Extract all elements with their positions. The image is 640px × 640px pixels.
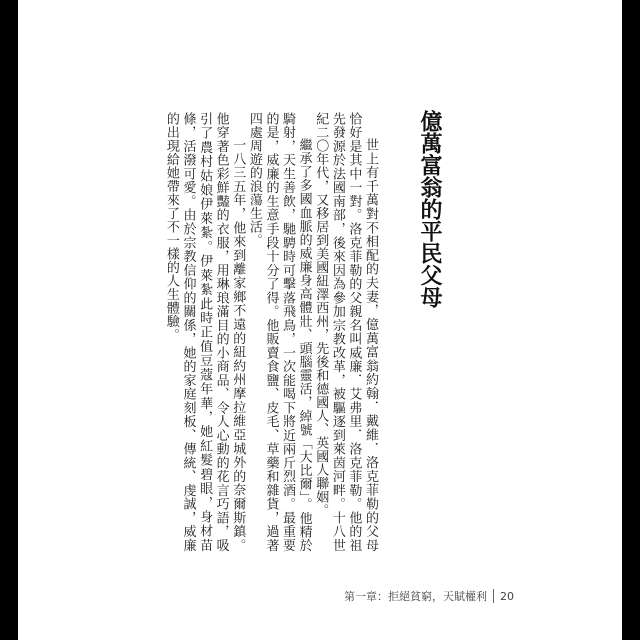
running-header-chapter: 第一章：拒絕貧窮，天賦權利 (344, 590, 487, 603)
chapter-section-title: 億萬富翁的平民父母 (417, 110, 442, 308)
page-footer (344, 588, 514, 604)
paragraph: 一八三五年，他來到離家鄉不遠的紐約州摩拉維亞城外的奈爾斯鎮。他穿著色彩鮮豔的衣服，用琳琅滿目的小商品、令人心動的花言巧語，吸引了農村姑娘伊萊紮。伊萊紮此時正值豆蔻年華，她紅髮碧眼，身材苗條，活潑可愛。由於宗教信仰的關係，她的家庭刻板、傳統、虔誠，威廉的出現給她帶來了不一樣的人生體驗。 (163, 112, 246, 552)
book-page (18, 0, 622, 640)
paragraph: 世上有千萬對不相配的夫妻，億萬富翁約翰．戴維．洛克菲勒的父母恰好是其中一對。洛克菲勒的父親名叫威廉．艾弗里．洛克菲勒。他的祖先發源於法國南部，後來因為參加宗教改革，被驅逐到萊茵河畔。十八世紀二〇年代，又移居到美國紐澤西州，先後和德國人、英國人聯姻。 (313, 112, 378, 552)
footer-divider (493, 589, 494, 603)
body-text (162, 112, 378, 552)
page-number: 20 (500, 589, 514, 603)
paragraph: 繼承了多國血脈的威廉身高體壯、頭腦靈活，綽號「大比爾」。他精於騎射，天生善飲，馳騁時可擊落飛鳥，一次能喝下將近兩斤烈酒。最重要的是，威廉的生意手段十分了得。他販賣食鹽、皮毛、草藥和雜貨，過著四處周遊的浪蕩生活。 (246, 112, 312, 552)
